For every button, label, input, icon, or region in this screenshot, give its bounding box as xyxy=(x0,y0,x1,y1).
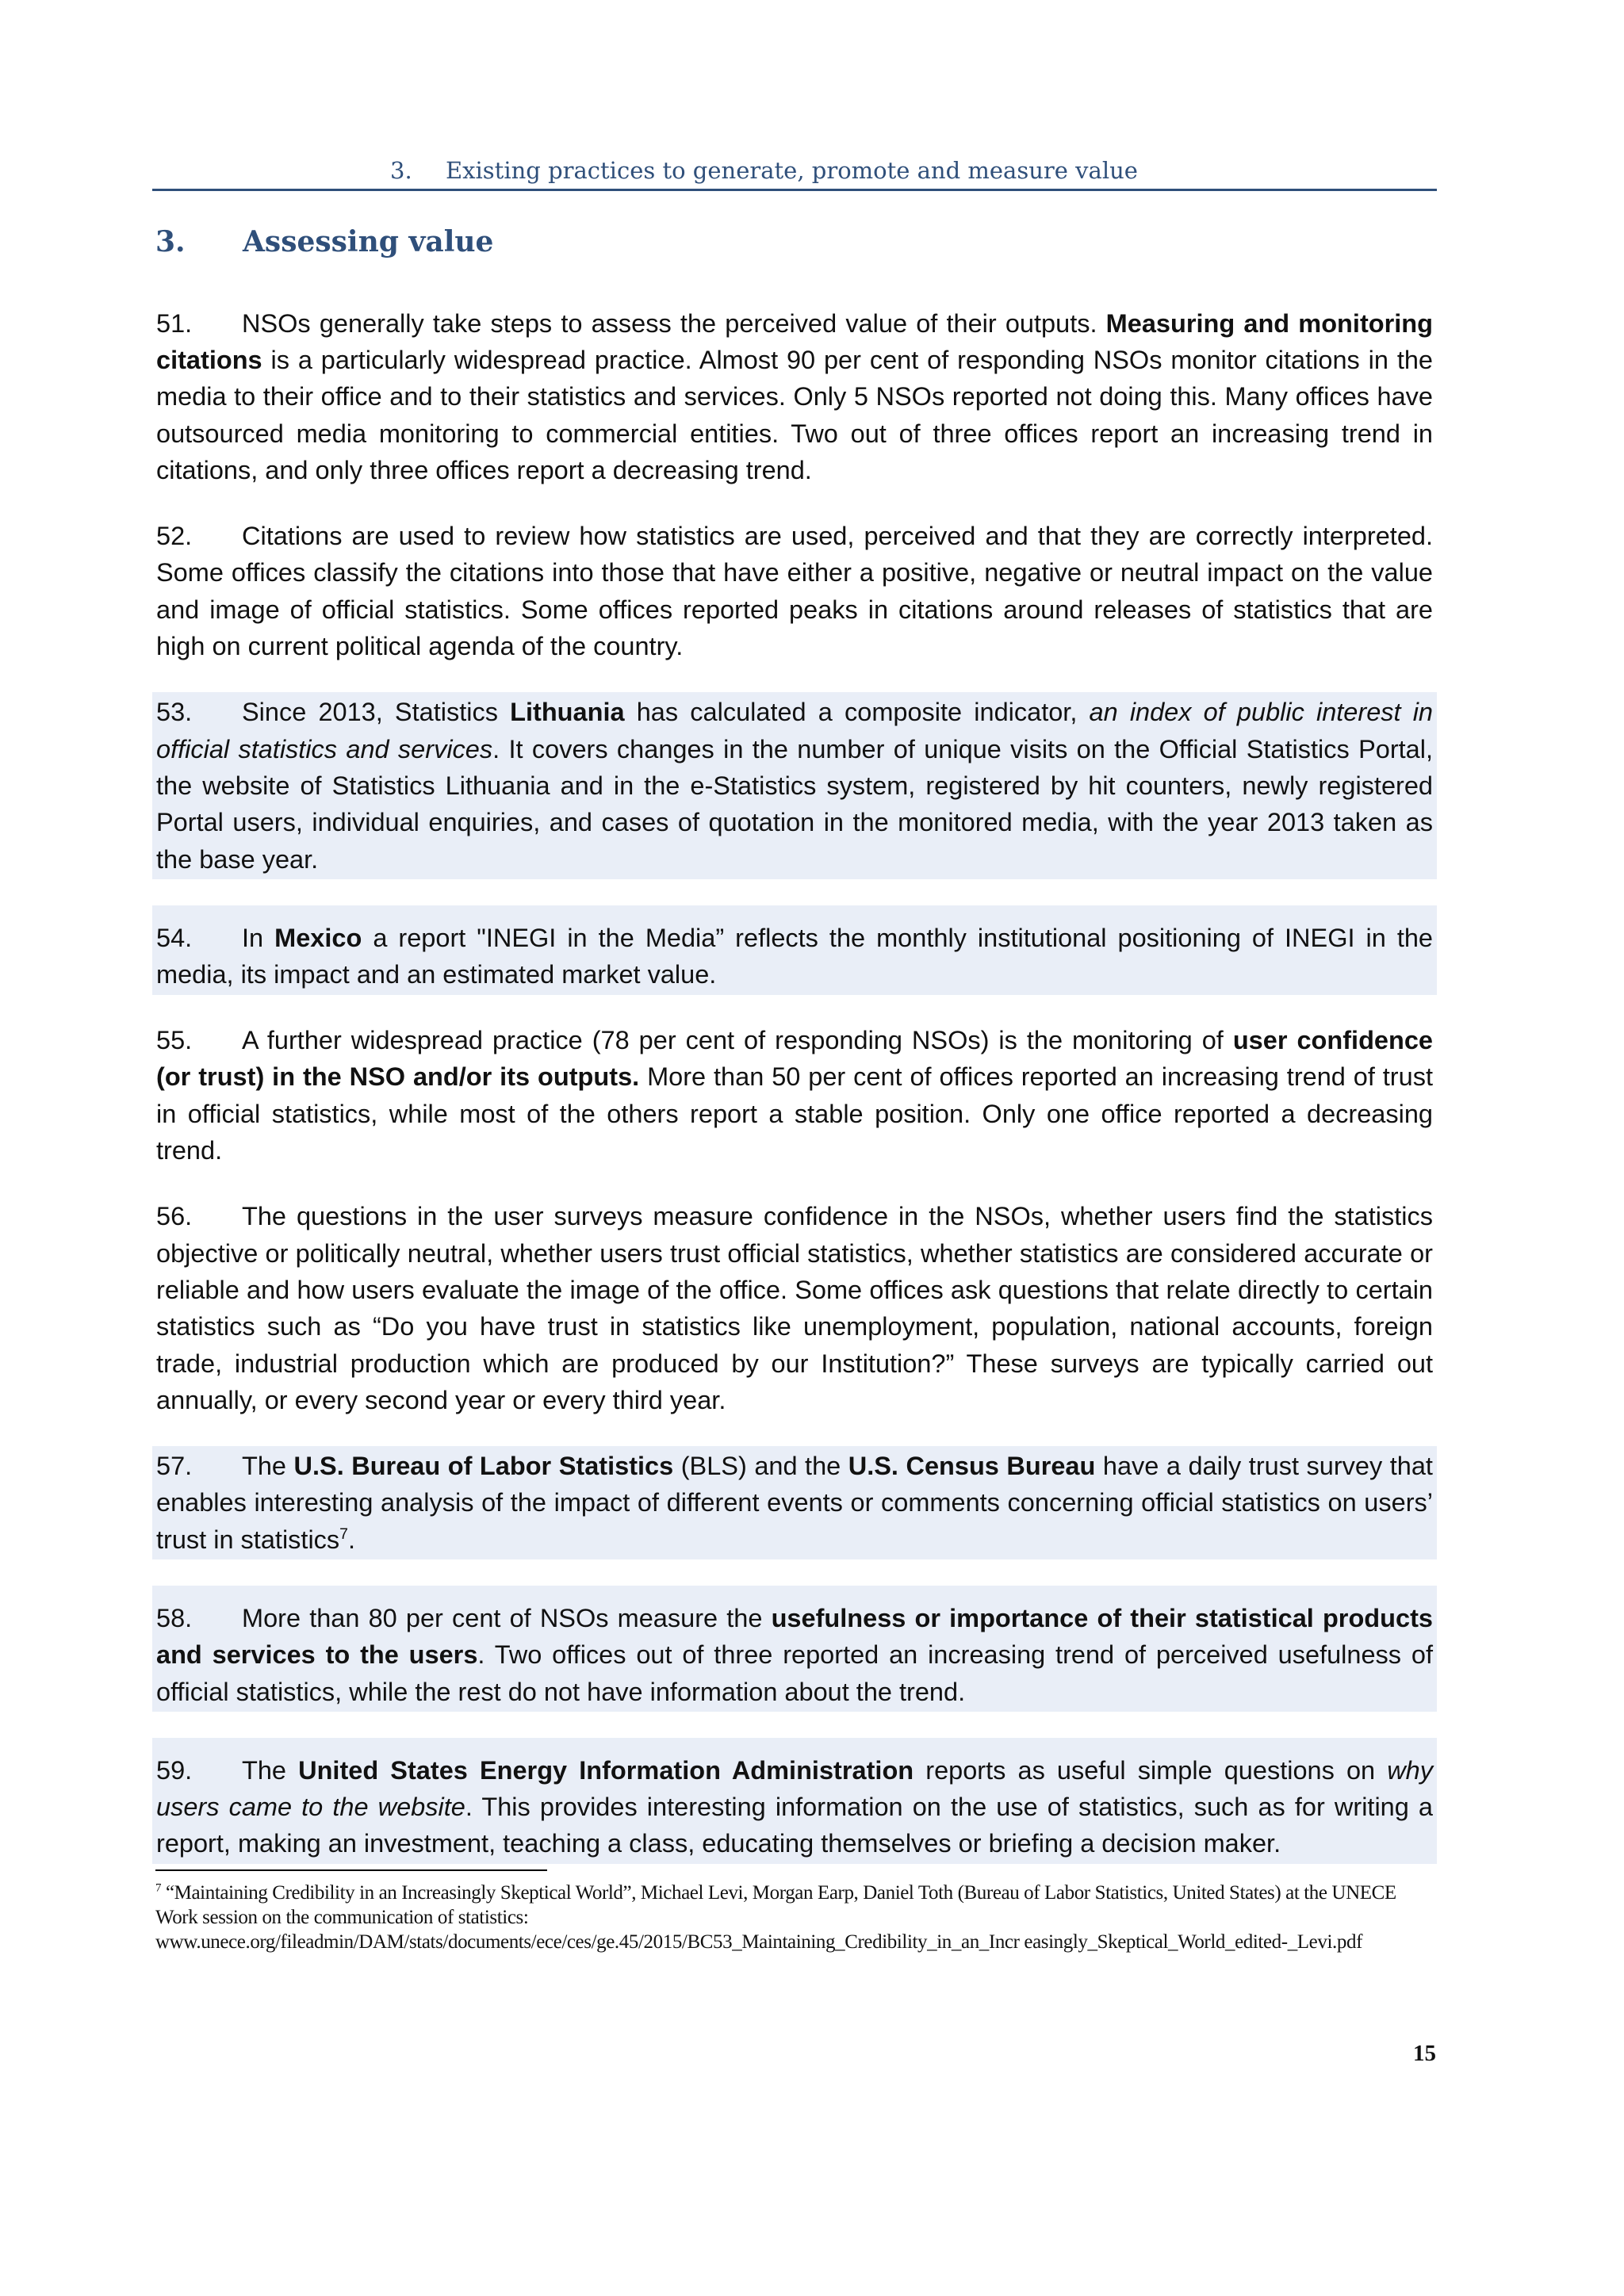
footnote-reference[interactable]: 7 xyxy=(339,1525,349,1544)
paragraph-italic-text: why users came to the website xyxy=(156,1755,1433,1821)
paragraph-56 xyxy=(152,1196,1437,1420)
paragraph-text: is a particularly widespread practice. Almost 90 per cent of responding NSOs monitor citations in the media to their office and to their statistics and services. Only 5 NSOs reported not doing this. Many offices have outsourced media monitoring to commercial entities. Two out of three offices report an increasing trend in citations, and only three offices report a decreasing trend. xyxy=(156,345,1433,485)
paragraph-text: The xyxy=(242,1755,299,1785)
section-number: 3. xyxy=(155,225,186,258)
paragraph-number: 55. xyxy=(156,1026,193,1054)
paragraph-text: NSOs generally take steps to assess the perceived value of their outputs. xyxy=(242,308,1106,338)
paragraph-text: A further widespread practice (78 per cent of responding NSOs) is the monitoring of xyxy=(242,1026,1233,1054)
paragraph-text: . This provides interesting information on the use of statistics, such as for writing a report, making an investment, teaching a class, educating themselves or briefing a decision maker. xyxy=(156,1792,1433,1858)
paragraph-bold-text: user confidence (or trust) in the NSO and/or its outputs. xyxy=(156,1026,1434,1092)
paragraph-58 xyxy=(152,1586,1437,1712)
paragraph-52 xyxy=(152,516,1437,667)
page-number: 15 xyxy=(1413,2041,1436,2066)
paragraph-59 xyxy=(152,1738,1437,1864)
paragraph-55 xyxy=(152,1020,1437,1171)
paragraph-text: The questions in the user surveys measure confidence in the NSOs, whether users find the statistics objective or politically neutral, whether users trust official statistics, whether statistics are considered accurate or reliable and how users evaluate the image of the office. Some offices ask questions that relate directly to certain statistics such as “Do you have trust in statistics like unemployment, population, national accounts, foreign trade, industrial production which are produced by our Institution?” These surveys are typically carried out annually, or every second year or every third year. xyxy=(156,1202,1433,1415)
paragraph-text: More than 80 per cent of NSOs measure the xyxy=(242,1603,772,1632)
paragraph-text: Citations are used to review how statistics are used, perceived and that they are correctly interpreted. Some offices classify the citations into those that have either a positive, negative or neutral impact on the value and image of official statistics. Some offices reported peaks in citations around releases of statistics that are high on current political agenda of the country. xyxy=(156,522,1433,661)
paragraph-text: have a daily trust survey that enables interesting analysis of the impact of different events or comments concerning official statistics on users’ trust in statistics xyxy=(156,1452,1433,1554)
paragraph-text: reports as useful simple questions on xyxy=(914,1755,1388,1785)
header-section-title: Existing practices to generate, promote and measure value xyxy=(446,157,1138,184)
paragraph-bold-text: Measuring and monitoring citations xyxy=(156,308,1434,374)
paragraph-bold-text: U.S. Census Bureau xyxy=(848,1452,1096,1481)
paragraph-text: has calculated a composite indicator, xyxy=(624,698,1090,727)
paragraph-51 xyxy=(152,304,1437,491)
paragraph-53 xyxy=(152,692,1437,879)
paragraph-text: . Two offices out of three reported an increasing trend of perceived usefulness of official statistics, while the rest do not have information about the trend. xyxy=(156,1640,1433,1706)
body-content xyxy=(152,277,1437,1864)
footnote-text: “Maintaining Credibility in an Increasingly Skeptical World”, Michael Levi, Morgan Earp, Daniel Toth (Bureau of Labor Statistics, United States) at the UNECE Work session on the communication of statistics: xyxy=(155,1882,1396,1928)
running-header xyxy=(152,157,1437,191)
paragraph-number: 58. xyxy=(156,1603,193,1632)
footnote-mark: 7 xyxy=(155,1881,162,1895)
paragraph-text: a report "INEGI in the Media” reflects the monthly institutional positioning of INEGI in the media, its impact and an estimated market value. xyxy=(156,923,1433,989)
section-title: Assessing value xyxy=(243,225,494,258)
paragraph-54 xyxy=(152,905,1437,995)
paragraph-text: In xyxy=(242,923,275,952)
paragraph-text: The xyxy=(242,1452,294,1481)
paragraph-57 xyxy=(152,1446,1437,1559)
paragraph-bold-text: Lithuania xyxy=(510,698,625,727)
footnote-url[interactable]: www.unece.org/fileadmin/DAM/stats/documents/ece/ces/ge.45/2015/BC53_Maintaining_Credibility_in_an_Incr easingly_Skeptical_World_edited-_Levi.pdf xyxy=(155,1931,1362,1953)
paragraph-bold-text: U.S. Bureau of Labor Statistics xyxy=(293,1452,674,1481)
paragraph-number: 56. xyxy=(156,1202,193,1231)
footnote xyxy=(155,1881,1440,1954)
paragraph-text: . xyxy=(348,1525,356,1554)
paragraph-bold-text: Mexico xyxy=(274,923,362,952)
paragraph-number: 53. xyxy=(156,698,193,727)
footnote-separator xyxy=(155,1869,547,1871)
paragraph-text: Since 2013, Statistics xyxy=(242,698,511,727)
paragraph-bold-text: usefulness or importance of their statistical products and services to the users xyxy=(156,1603,1433,1670)
paragraph-number: 52. xyxy=(156,522,193,551)
paragraph-text: . It covers changes in the number of unique visits on the Official Statistics Portal, the website of Statistics Lithuania and in the e-Statistics system, registered by hit counters, newly registered Portal users, individual enquiries, and cases of quotation in the monitored media, with the year 2013 taken as the base year. xyxy=(156,734,1433,874)
paragraph-number: 51. xyxy=(156,308,193,338)
paragraph-text: More than 50 per cent of offices reported an increasing trend of trust in official statistics, while most of the others report a stable position. Only one office reported a decreasing trend. xyxy=(156,1062,1433,1165)
section-heading xyxy=(155,225,493,258)
paragraph-number: 57. xyxy=(156,1452,193,1481)
paragraph-number: 59. xyxy=(156,1755,193,1785)
paragraph-bold-text: United States Energy Information Administration xyxy=(298,1755,914,1785)
header-section-number: 3. xyxy=(390,157,412,184)
paragraph-italic-text: an index of public interest in official statistics and services xyxy=(156,698,1434,763)
paragraph-number: 54. xyxy=(156,923,193,952)
paragraph-text: (BLS) and the xyxy=(673,1452,848,1481)
